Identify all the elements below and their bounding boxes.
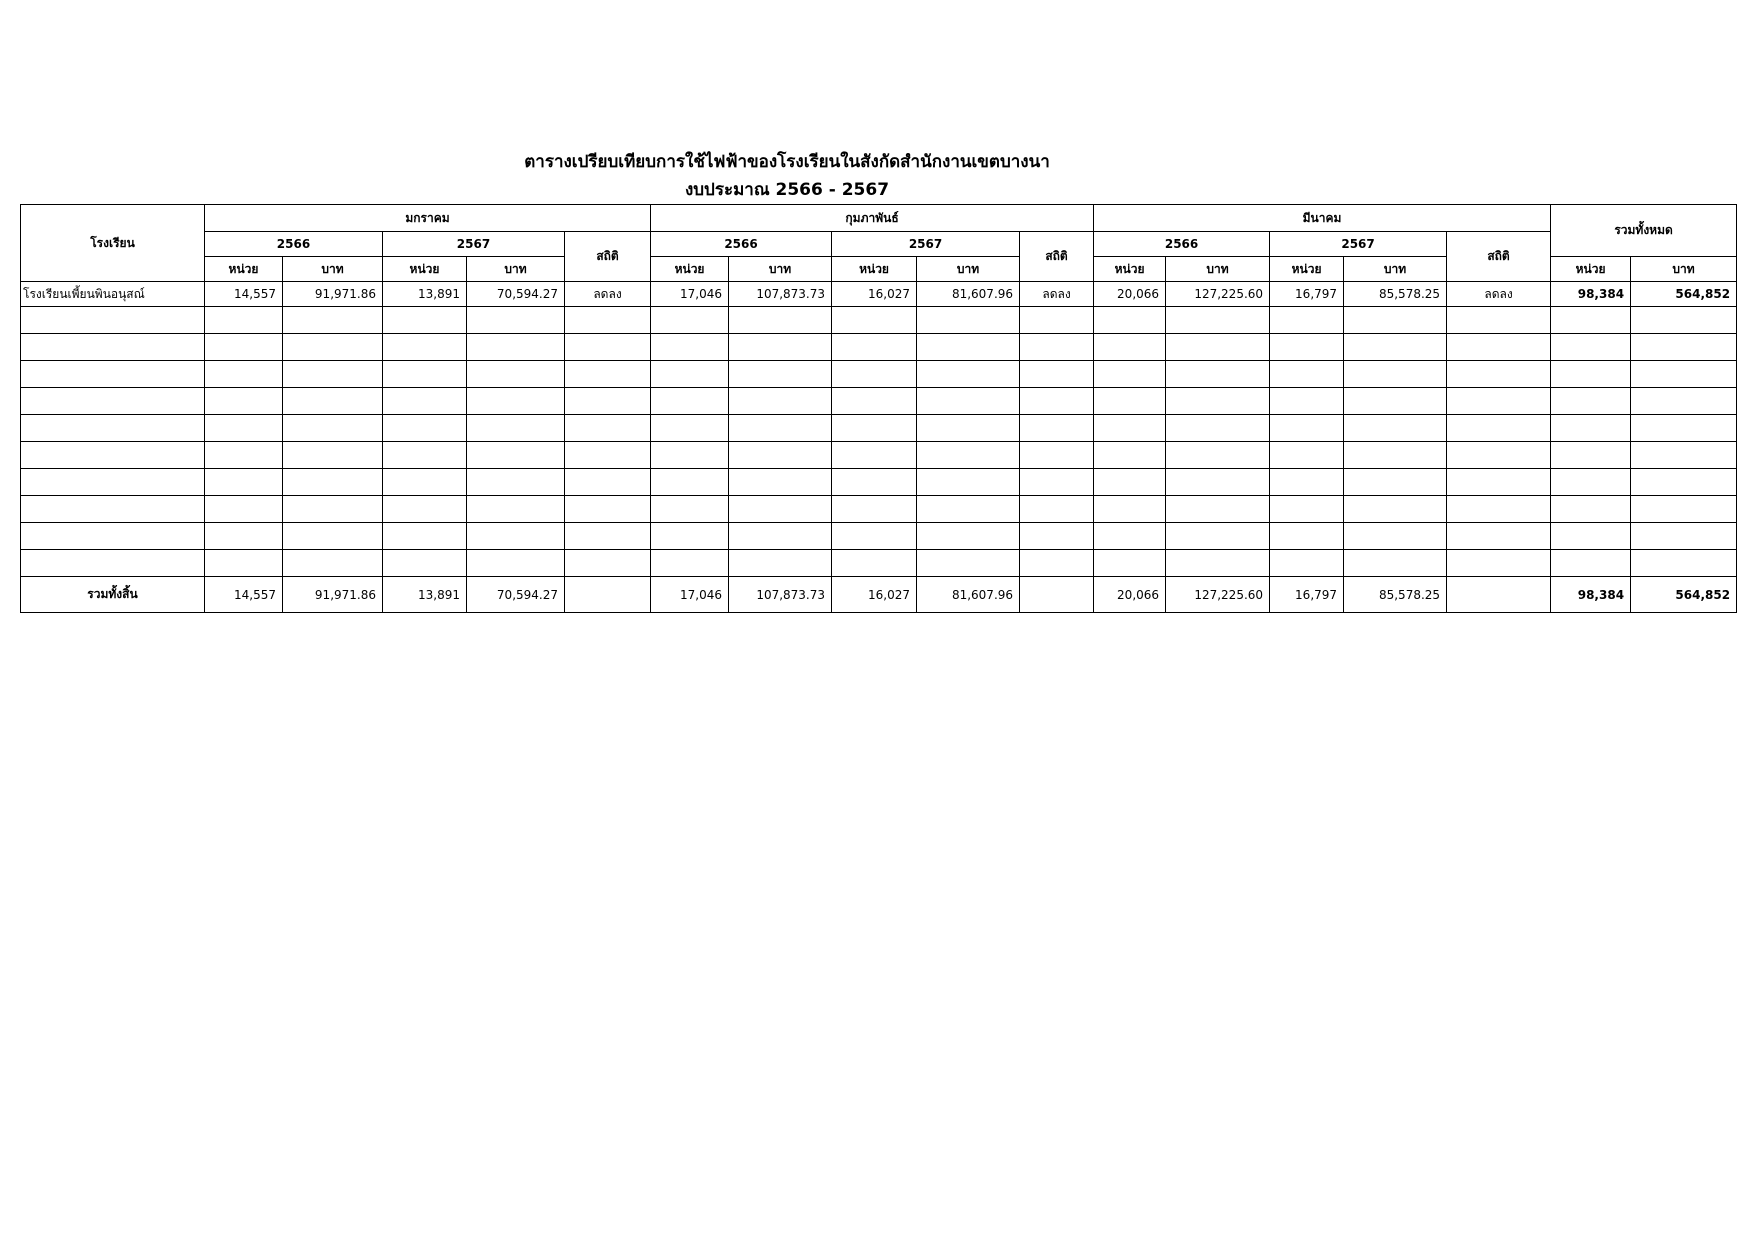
electricity-comparison-table: [20, 204, 1737, 613]
year-header: 2567: [1270, 232, 1447, 257]
unit-header: หน่วย: [832, 257, 917, 282]
page-subtitle: งบประมาณ 2566 - 2567: [684, 180, 890, 200]
empty-row: [21, 469, 1737, 496]
empty-row: [21, 550, 1737, 577]
sum-total-unit: 98,384: [1551, 577, 1631, 613]
cell-total-baht: 564,852: [1631, 282, 1737, 307]
cell-baht-2566: 127,225.60: [1166, 282, 1270, 307]
month-header-january: มกราคม: [205, 205, 651, 232]
stat-header: สถิติ: [565, 232, 651, 282]
unit-header: หน่วย: [1270, 257, 1344, 282]
table-row: [21, 282, 1737, 307]
cell-baht-2566: 107,873.73: [729, 282, 832, 307]
month-header-february: กุมภาพันธ์: [651, 205, 1094, 232]
sum-total-baht: 564,852: [1631, 577, 1737, 613]
summary-row: [21, 577, 1737, 613]
cell-unit-2566: 17,046: [651, 282, 729, 307]
cell-baht-2567: 81,607.96: [917, 282, 1020, 307]
cell-stat: ลดลง: [565, 282, 651, 307]
sum-stat-empty: [565, 577, 651, 613]
cell-baht-2567: 70,594.27: [467, 282, 565, 307]
baht-header: บาท: [1631, 257, 1737, 282]
unit-header: หน่วย: [1551, 257, 1631, 282]
school-header: โรงเรียน: [21, 205, 205, 282]
year-header: 2567: [383, 232, 565, 257]
baht-header: บาท: [917, 257, 1020, 282]
cell-unit-2566: 14,557: [205, 282, 283, 307]
sum-baht-2567: 81,607.96: [917, 577, 1020, 613]
empty-row: [21, 415, 1737, 442]
sum-baht-2566: 91,971.86: [283, 577, 383, 613]
sum-baht-2567: 70,594.27: [467, 577, 565, 613]
empty-row: [21, 334, 1737, 361]
summary-label: รวมทั้งสิ้น: [21, 577, 205, 613]
unit-header: หน่วย: [1094, 257, 1166, 282]
cell-stat: ลดลง: [1020, 282, 1094, 307]
unit-header: หน่วย: [383, 257, 467, 282]
cell-unit-2567: 16,027: [832, 282, 917, 307]
cell-baht-2566: 91,971.86: [283, 282, 383, 307]
year-header: 2566: [651, 232, 832, 257]
cell-unit-2567: 13,891: [383, 282, 467, 307]
page-title: ตารางเปรียบเทียบการใช้ไฟฟ้าของโรงเรียนในสังกัดสำนักงานเขตบางนา: [524, 152, 1050, 172]
sum-unit-2566: 20,066: [1094, 577, 1166, 613]
cell-unit-2566: 20,066: [1094, 282, 1166, 307]
unit-header: หน่วย: [205, 257, 283, 282]
school-name: โรงเรียนเพี้ยนพินอนุสณ์: [21, 282, 205, 307]
empty-row: [21, 442, 1737, 469]
sum-unit-2566: 17,046: [651, 577, 729, 613]
sum-unit-2566: 14,557: [205, 577, 283, 613]
sum-unit-2567: 16,797: [1270, 577, 1344, 613]
empty-row: [21, 523, 1737, 550]
sum-stat-empty: [1020, 577, 1094, 613]
baht-header: บาท: [1344, 257, 1447, 282]
month-header-march: มีนาคม: [1094, 205, 1551, 232]
cell-unit-2567: 16,797: [1270, 282, 1344, 307]
cell-baht-2567: 85,578.25: [1344, 282, 1447, 307]
cell-stat: ลดลง: [1447, 282, 1551, 307]
unit-header: หน่วย: [651, 257, 729, 282]
empty-row: [21, 361, 1737, 388]
sum-baht-2566: 107,873.73: [729, 577, 832, 613]
empty-row: [21, 307, 1737, 334]
baht-header: บาท: [283, 257, 383, 282]
stat-header: สถิติ: [1020, 232, 1094, 282]
baht-header: บาท: [1166, 257, 1270, 282]
year-header: 2566: [205, 232, 383, 257]
baht-header: บาท: [729, 257, 832, 282]
sum-unit-2567: 16,027: [832, 577, 917, 613]
sum-baht-2567: 85,578.25: [1344, 577, 1447, 613]
year-header: 2567: [832, 232, 1020, 257]
sum-stat-empty: [1447, 577, 1551, 613]
stat-header: สถิติ: [1447, 232, 1551, 282]
empty-row: [21, 388, 1737, 415]
year-header: 2566: [1094, 232, 1270, 257]
empty-row: [21, 496, 1737, 523]
sum-baht-2566: 127,225.60: [1166, 577, 1270, 613]
baht-header: บาท: [467, 257, 565, 282]
sum-unit-2567: 13,891: [383, 577, 467, 613]
grand-total-header: รวมทั้งหมด: [1551, 205, 1737, 257]
cell-total-unit: 98,384: [1551, 282, 1631, 307]
